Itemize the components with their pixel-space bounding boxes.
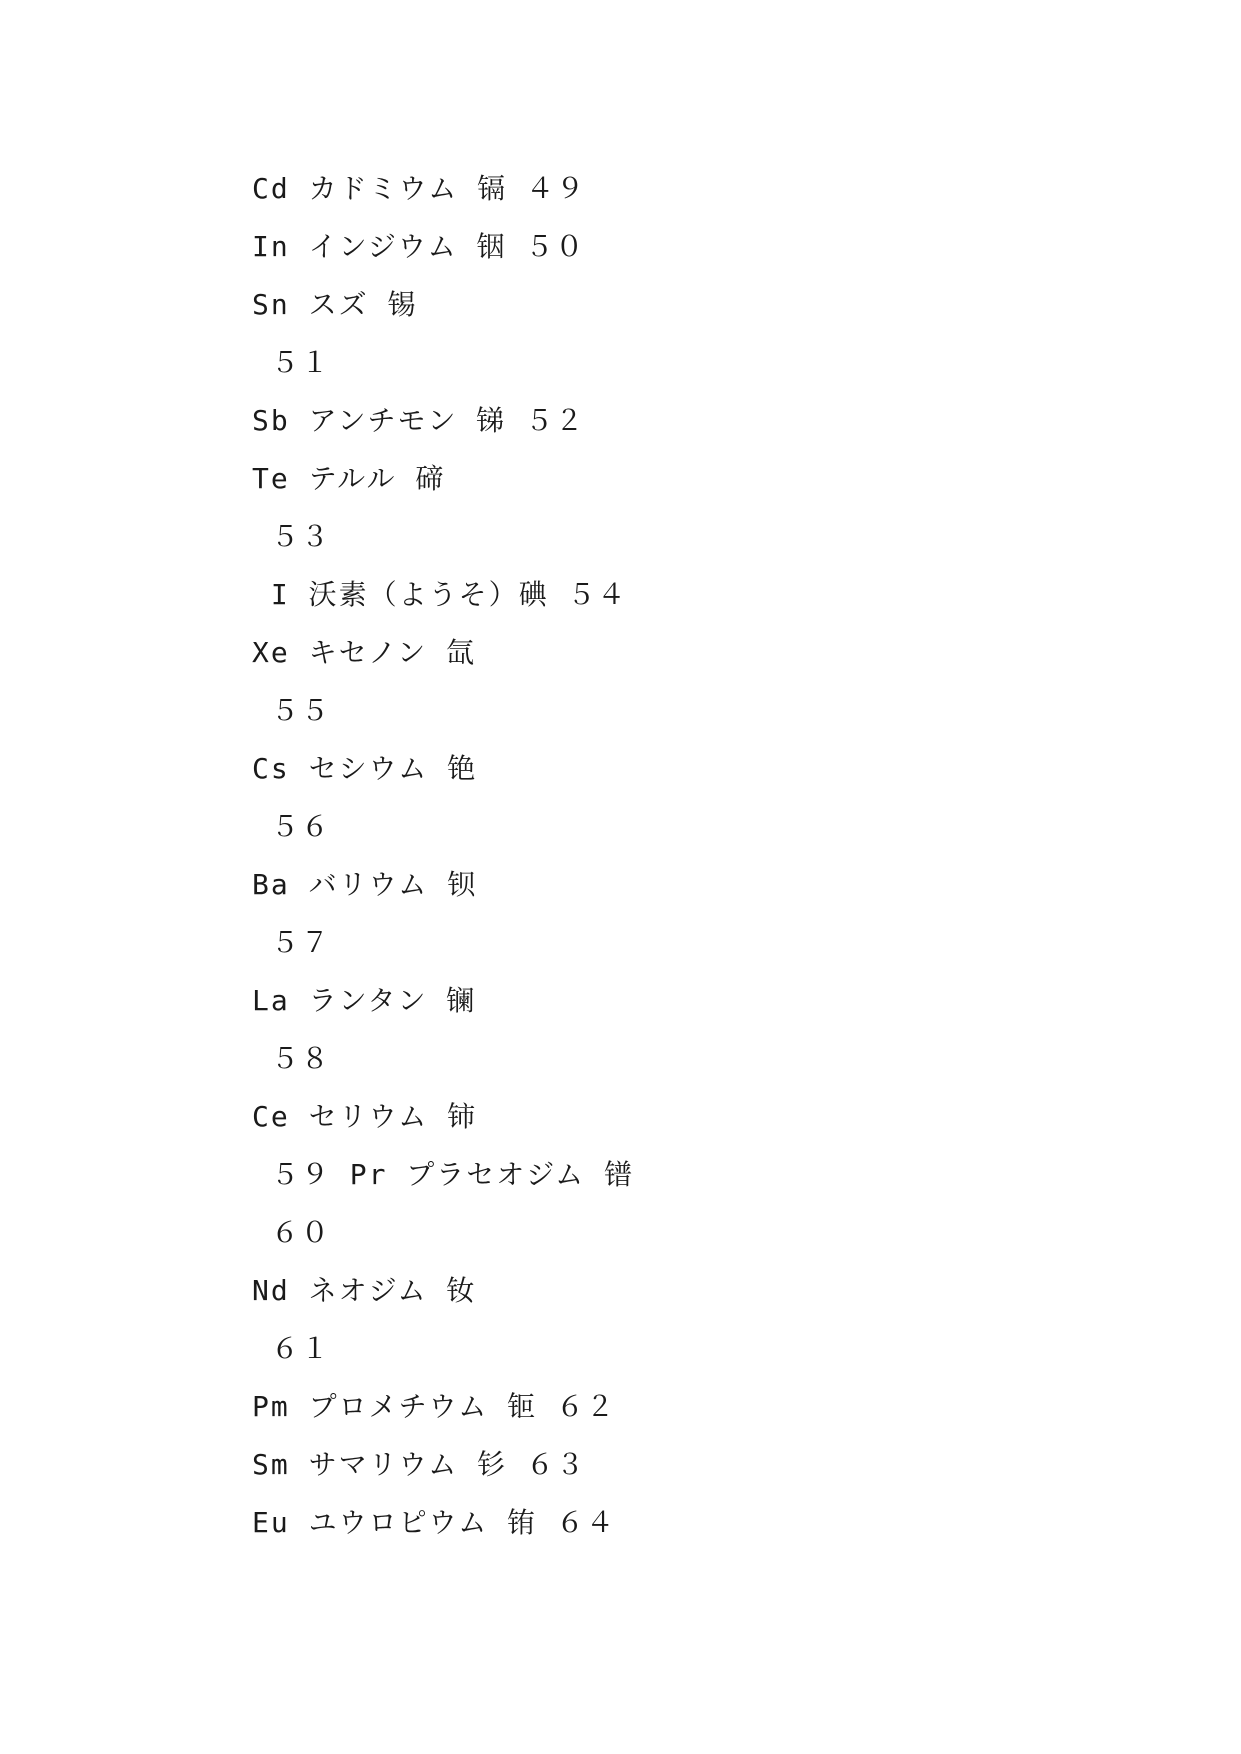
text-line: Ba バリウム 钡 (252, 868, 478, 901)
text-line: ５３ (252, 520, 331, 553)
text-line: ５５ (252, 694, 331, 727)
text-line: Cd カドミウム 镉 ４９ (252, 172, 587, 205)
text-line: I 沃素（ようそ）碘 ５４ (252, 578, 628, 611)
text-line: ６１ (252, 1332, 331, 1365)
text-line: Eu ユウロピウム 铕 ６４ (252, 1506, 617, 1539)
text-line: Te テルル 碲 (252, 462, 446, 495)
text-line: La ランタン 镧 (252, 984, 477, 1017)
text-line: Ce セリウム 铈 (252, 1100, 478, 1133)
text-line: ５６ (252, 810, 331, 843)
text-line: Cs セシウム 铯 (252, 752, 478, 785)
text-line: ５８ (252, 1042, 331, 1075)
text-line: ６０ (252, 1216, 331, 1249)
text-line: Sn スズ 锡 (252, 288, 418, 321)
text-line: Xe キセノン 氙 (252, 636, 477, 669)
text-line: Sb アンチモン 锑 ５２ (252, 404, 586, 437)
document-body (252, 160, 1152, 1552)
text-line: Nd ネオジム 钕 (252, 1274, 477, 1307)
text-line: ５１ (252, 346, 331, 379)
text-line: In インジウム 铟 ５０ (252, 230, 586, 263)
text-line: ５７ (252, 926, 331, 959)
text-line: ５９ Pr プラセオジム 镨 (252, 1158, 635, 1191)
text-line: Pm プロメチウム 钷 ６２ (252, 1390, 617, 1423)
text-line: Sm サマリウム 钐 ６３ (252, 1448, 587, 1481)
